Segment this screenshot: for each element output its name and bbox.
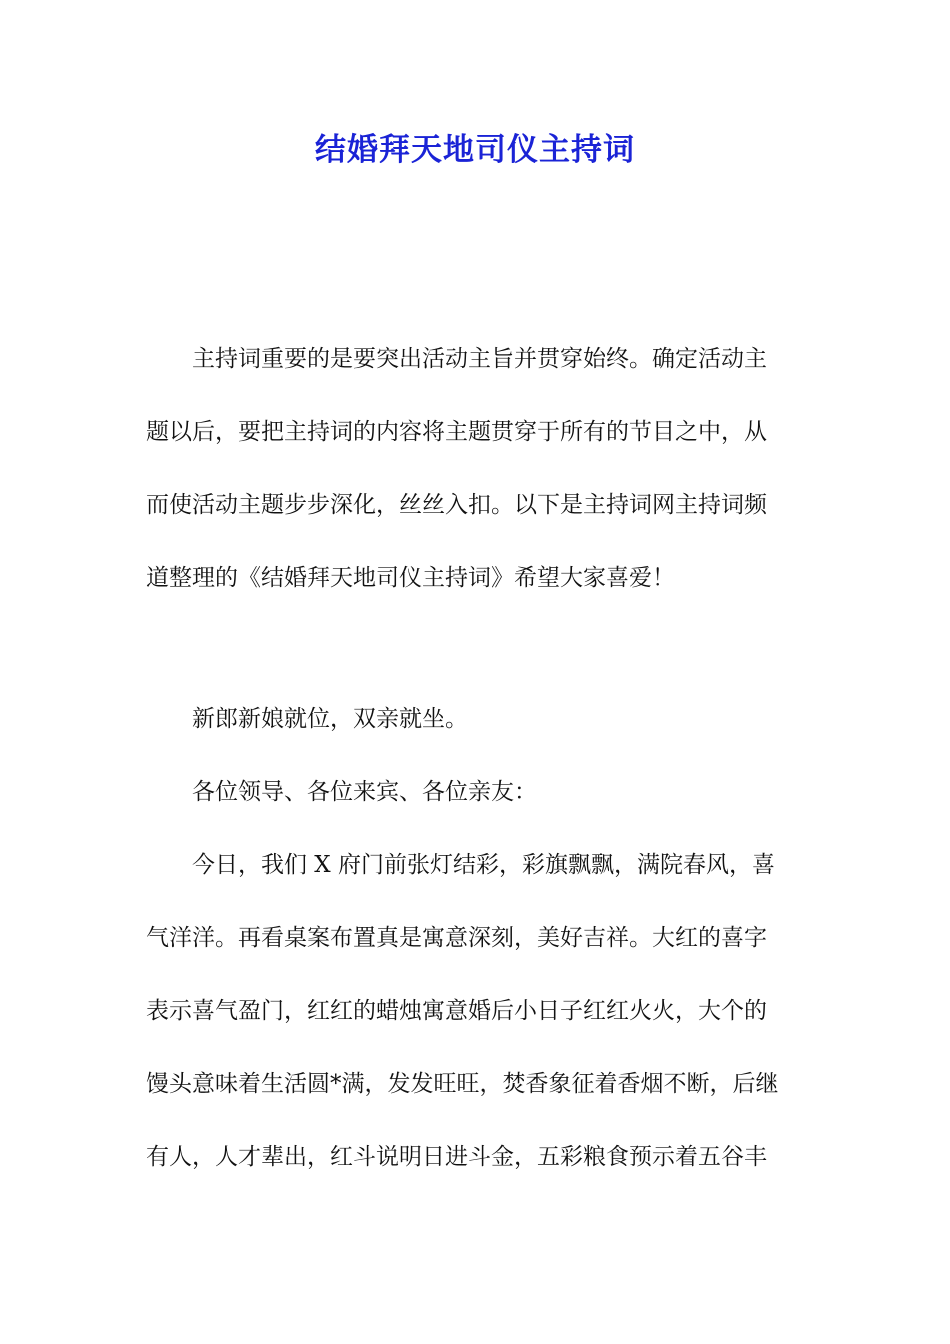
- paragraph-ceremony-description: [146, 829, 806, 1194]
- paragraph-line: 有人，人才辈出，红斗说明日进斗金，五彩粮食预示着五谷丰: [146, 1144, 767, 1170]
- paragraph-line: 新郎新娘就位，双亲就坐。: [192, 706, 468, 732]
- paragraph-couple-in-place: [146, 683, 806, 756]
- paragraph-line: 今日，我们 X 府门前张灯结彩，彩旗飘飘，满院春风，喜: [192, 852, 775, 878]
- paragraph-line: 气洋洋。再看桌案布置真是寓意深刻，美好吉祥。大红的喜字: [146, 925, 767, 951]
- document-title: 结婚拜天地司仪主持词: [315, 132, 635, 168]
- paragraph-line: 题以后，要把主持词的内容将主题贯穿于所有的节目之中，从: [146, 419, 767, 445]
- paragraph-line: 道整理的《结婚拜天地司仪主持词》希望大家喜爱！: [146, 565, 675, 591]
- paragraph-line: 表示喜气盈门，红红的蜡烛寓意婚后小日子红红火火，大个的: [146, 998, 767, 1024]
- paragraph-line: 主持词重要的是要突出活动主旨并贯穿始终。确定活动主: [192, 346, 767, 372]
- paragraph-line: 馒头意味着生活圆*满，发发旺旺，焚香象征着香烟不断，后继: [146, 1071, 779, 1097]
- paragraph-line: 而使活动主题步步深化，丝丝入扣。以下是主持词网主持词频: [146, 492, 767, 518]
- paragraph-line: 各位领导、各位来宾、各位亲友：: [192, 779, 537, 805]
- paragraph-intro: [146, 323, 806, 615]
- paragraph-greeting: [146, 756, 806, 829]
